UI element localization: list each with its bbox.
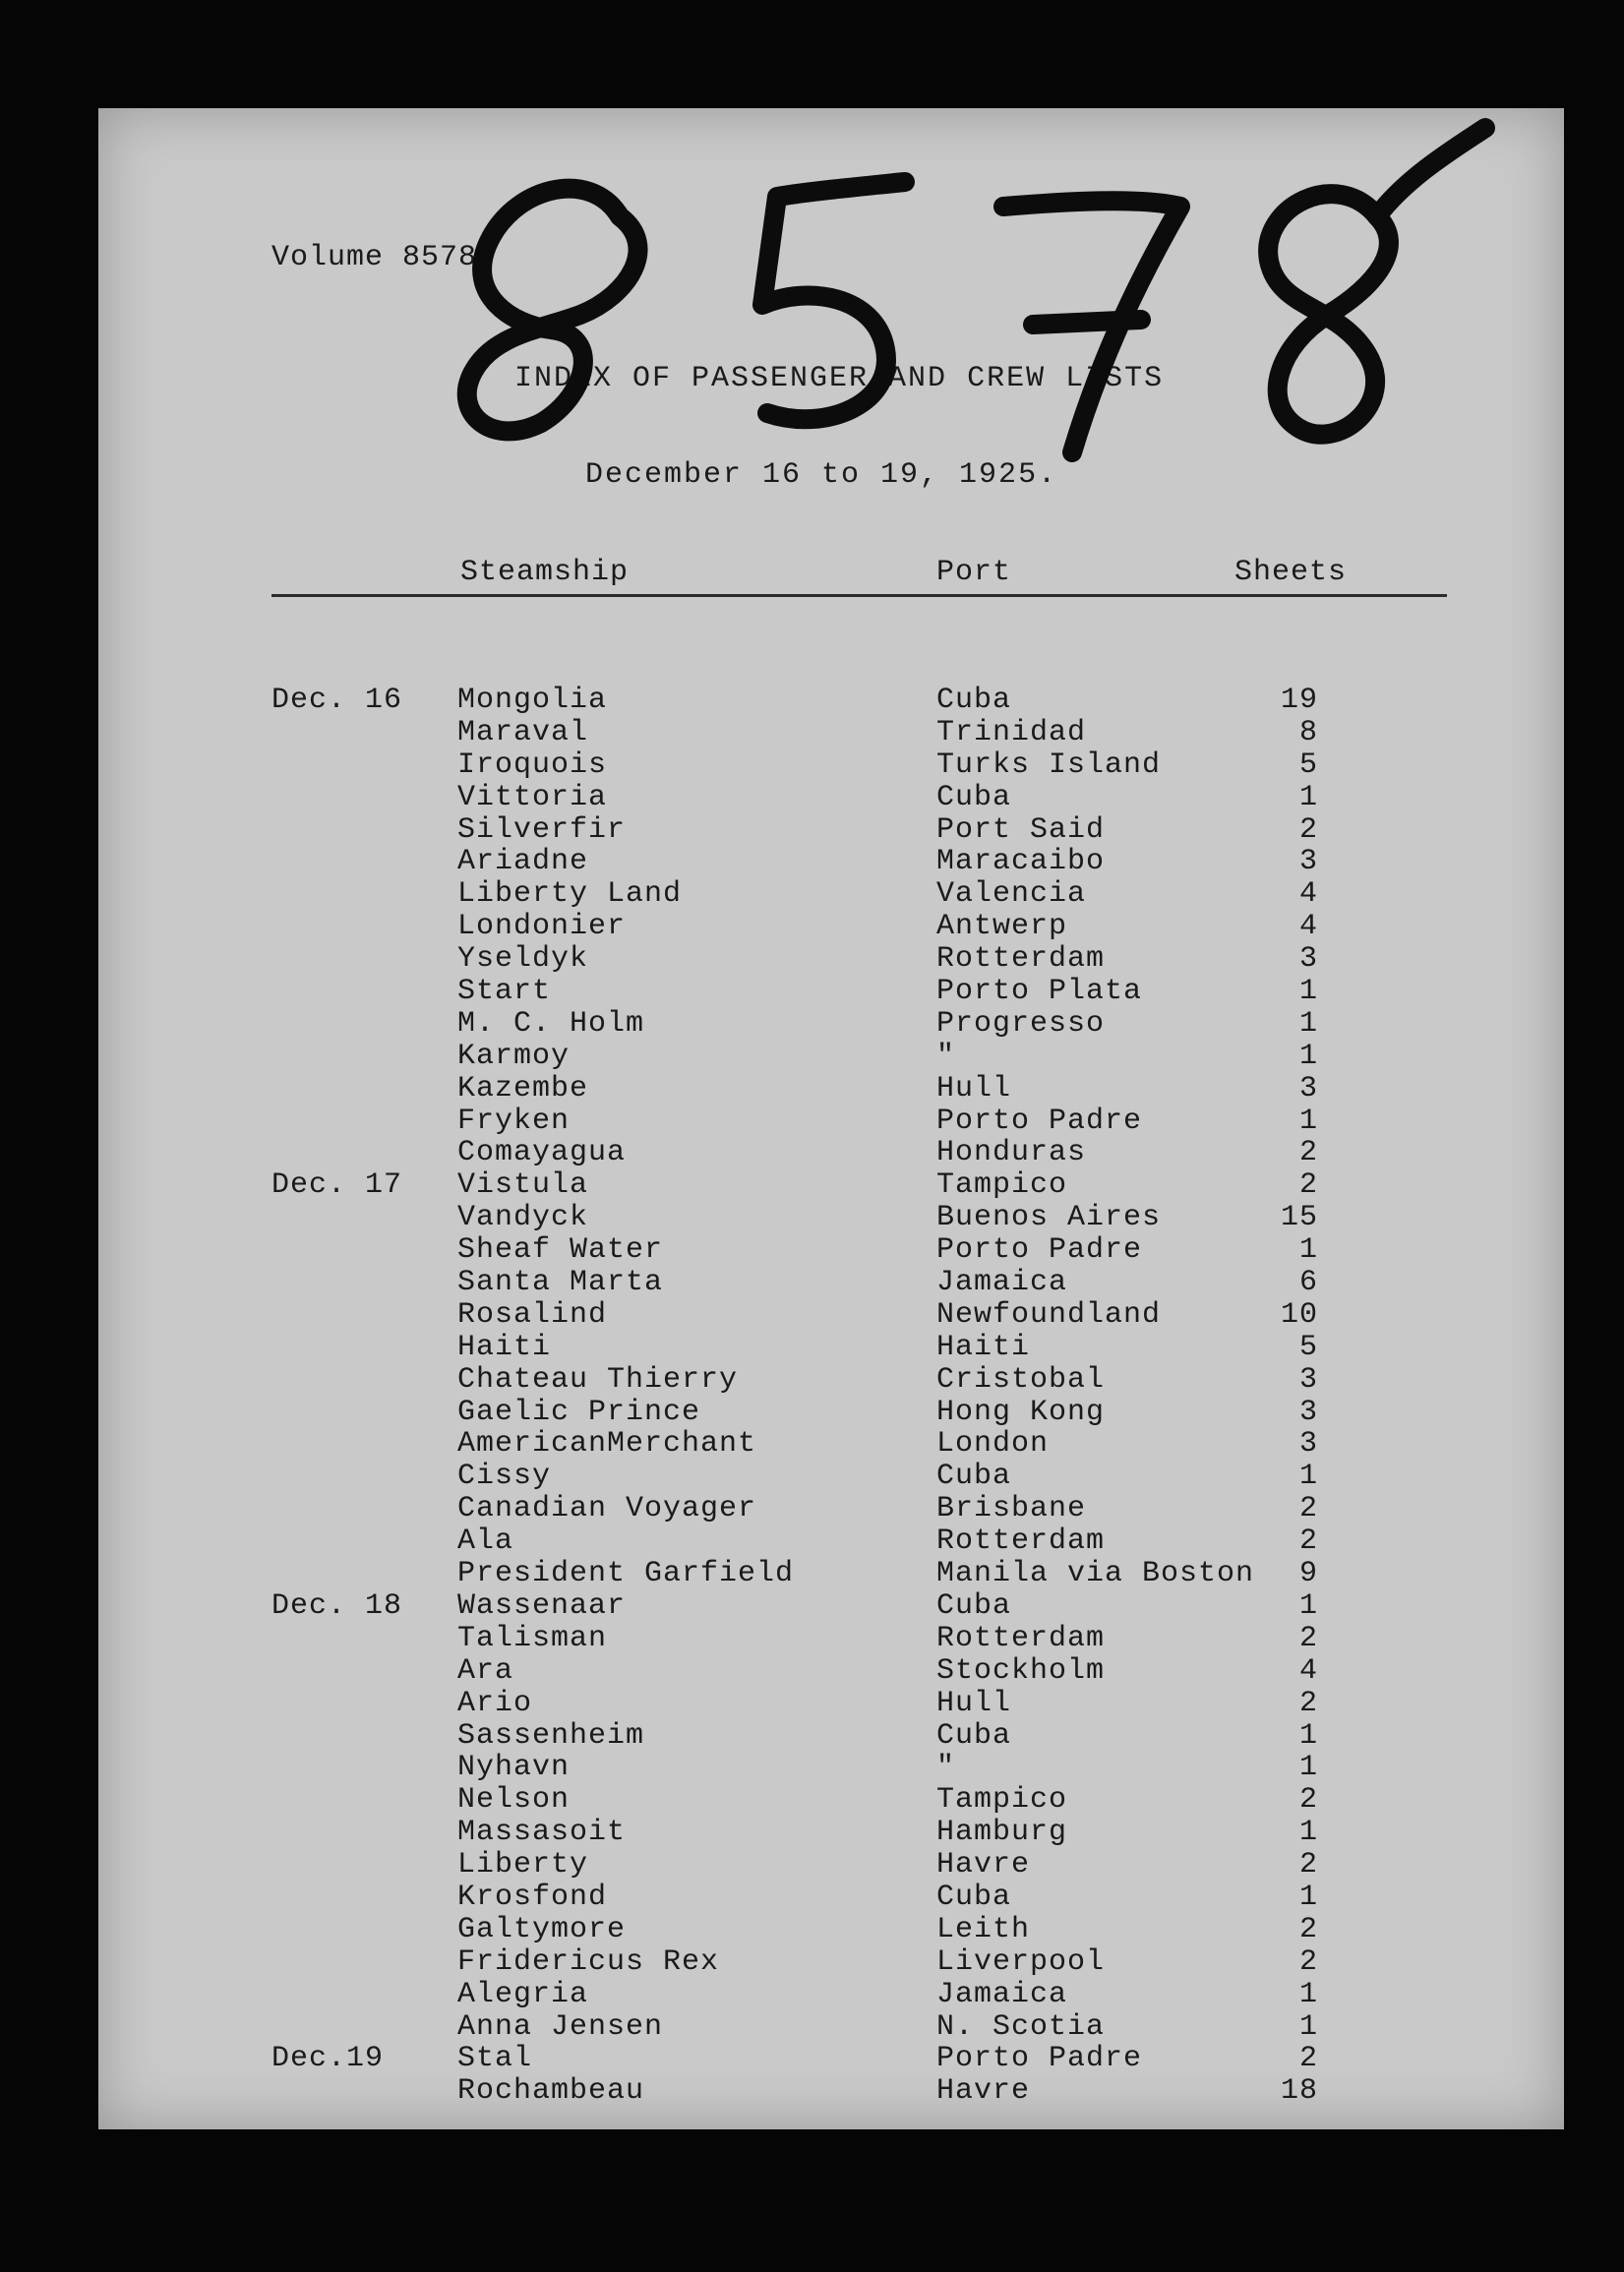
row-port: Hull xyxy=(936,1071,1012,1106)
row-sheets: 3 xyxy=(1298,1427,1318,1462)
row-sheets: 2 xyxy=(1298,1168,1318,1203)
list-item xyxy=(98,1007,1564,1040)
row-steamship: Fridericus Rex xyxy=(457,1944,720,1979)
row-port: Honduras xyxy=(936,1136,1087,1170)
list-item xyxy=(98,1201,1564,1233)
row-sheets: 2 xyxy=(1298,1492,1318,1526)
row-sheets: 1 xyxy=(1298,1460,1318,1494)
row-steamship: Cissy xyxy=(457,1460,552,1494)
list-item xyxy=(98,1363,1564,1396)
page-title: INDEX OF PASSENGER AND CREW LISTS xyxy=(514,362,1165,395)
row-port: Maracaibo xyxy=(936,845,1106,879)
row-sheets: 1 xyxy=(1298,1977,1318,2011)
list-item xyxy=(98,1557,1564,1589)
row-port: " xyxy=(936,1751,956,1785)
row-date: Dec.19 xyxy=(271,2042,385,2076)
row-port: Hull xyxy=(936,1686,1012,1720)
row-sheets: 1 xyxy=(1298,1751,1318,1785)
row-port: Cuba xyxy=(936,1718,1012,1753)
row-port: Tampico xyxy=(936,1168,1068,1203)
row-steamship: Anna Jensen xyxy=(457,2009,664,2044)
list-item xyxy=(98,813,1564,846)
list-item xyxy=(98,2010,1564,2043)
list-item xyxy=(98,1525,1564,1557)
row-sheets: 2 xyxy=(1298,1912,1318,1946)
list-item xyxy=(98,910,1564,942)
list-item xyxy=(98,1136,1564,1168)
row-steamship: Karmoy xyxy=(457,1039,571,1073)
row-port: Rotterdam xyxy=(936,1525,1106,1559)
row-steamship: Vistula xyxy=(457,1168,589,1203)
list-item xyxy=(98,1331,1564,1363)
row-port: Leith xyxy=(936,1912,1031,1946)
row-port: Cuba xyxy=(936,1460,1012,1494)
list-item xyxy=(98,716,1564,748)
row-port: Antwerp xyxy=(936,910,1068,944)
row-sheets: 1 xyxy=(1298,2009,1318,2044)
list-item xyxy=(98,1687,1564,1719)
row-sheets: 1 xyxy=(1298,1006,1318,1041)
row-sheets: 4 xyxy=(1298,910,1318,944)
list-item xyxy=(98,1105,1564,1137)
handwritten-volume-number xyxy=(393,98,1574,511)
ship-list xyxy=(98,684,1564,2107)
row-port: Porto Padre xyxy=(936,1233,1143,1268)
row-sheets: 1 xyxy=(1298,1233,1318,1268)
row-steamship: Liberty Land xyxy=(457,877,683,912)
row-sheets: 3 xyxy=(1298,1071,1318,1106)
row-sheets: 2 xyxy=(1298,1783,1318,1818)
volume-label: Volume 8578 xyxy=(271,241,478,274)
row-steamship: Start xyxy=(457,975,552,1009)
row-port: Cuba xyxy=(936,780,1012,814)
row-port: Newfoundland xyxy=(936,1297,1162,1332)
row-steamship: Nelson xyxy=(457,1783,571,1818)
row-steamship: Ariadne xyxy=(457,845,589,879)
row-sheets: 1 xyxy=(1298,1880,1318,1914)
document-page xyxy=(98,108,1564,2129)
list-item xyxy=(98,942,1564,975)
row-sheets: 2 xyxy=(1298,1848,1318,1883)
row-steamship: Galtymore xyxy=(457,1912,627,1946)
row-port: Manila via Boston xyxy=(936,1557,1255,1591)
row-sheets: 1 xyxy=(1298,975,1318,1009)
list-item xyxy=(98,1622,1564,1654)
row-port: Cuba xyxy=(936,1588,1012,1623)
list-item xyxy=(98,1783,1564,1816)
row-sheets: 6 xyxy=(1298,1266,1318,1300)
list-item xyxy=(98,2074,1564,2107)
row-steamship: Rochambeau xyxy=(457,2074,645,2109)
row-port: Haiti xyxy=(936,1330,1031,1364)
row-steamship: Sassenheim xyxy=(457,1718,645,1753)
row-sheets: 2 xyxy=(1298,1136,1318,1170)
row-port: Tampico xyxy=(936,1783,1068,1818)
row-steamship: Fryken xyxy=(457,1104,571,1138)
row-steamship: Stal xyxy=(457,2042,533,2076)
row-port: Rotterdam xyxy=(936,942,1106,977)
list-item xyxy=(98,845,1564,877)
row-steamship: Haiti xyxy=(457,1330,552,1364)
row-sheets: 2 xyxy=(1298,1686,1318,1720)
row-port: " xyxy=(936,1039,956,1073)
row-port: Hong Kong xyxy=(936,1395,1106,1429)
row-sheets: 1 xyxy=(1298,1718,1318,1753)
row-steamship: Wassenaar xyxy=(457,1588,627,1623)
row-sheets: 2 xyxy=(1298,1944,1318,1979)
row-steamship: Iroquois xyxy=(457,747,608,782)
row-sheets: 3 xyxy=(1298,1395,1318,1429)
row-steamship: Yseldyk xyxy=(457,942,589,977)
row-steamship: Maraval xyxy=(457,715,589,749)
row-port: Rotterdam xyxy=(936,1621,1106,1655)
list-item xyxy=(98,1978,1564,2010)
column-header-port: Port xyxy=(936,556,1012,589)
row-steamship: Kazembe xyxy=(457,1071,589,1106)
row-steamship: Ara xyxy=(457,1653,514,1688)
list-item xyxy=(98,684,1564,716)
row-port: N. Scotia xyxy=(936,2009,1106,2044)
row-steamship: Nyhavn xyxy=(457,1751,571,1785)
row-port: Havre xyxy=(936,2074,1031,2109)
row-port: Stockholm xyxy=(936,1653,1106,1688)
row-sheets: 1 xyxy=(1298,1039,1318,1073)
list-item xyxy=(98,1040,1564,1072)
row-sheets: 3 xyxy=(1298,1362,1318,1397)
row-port: Liverpool xyxy=(936,1944,1106,1979)
row-port: Hamburg xyxy=(936,1816,1068,1850)
list-item xyxy=(98,1266,1564,1298)
row-port: Porto Plata xyxy=(936,975,1143,1009)
row-sheets: 2 xyxy=(1298,1525,1318,1559)
row-port: Havre xyxy=(936,1848,1031,1883)
row-steamship: Krosfond xyxy=(457,1880,608,1914)
list-item xyxy=(98,1492,1564,1525)
row-steamship: Canadian Voyager xyxy=(457,1492,757,1526)
row-steamship: Massasoit xyxy=(457,1816,627,1850)
row-sheets: 19 xyxy=(1280,684,1318,717)
list-item xyxy=(98,1654,1564,1687)
row-sheets: 1 xyxy=(1298,1816,1318,1850)
row-steamship: Rosalind xyxy=(457,1297,608,1332)
row-steamship: Alegria xyxy=(457,1977,589,2011)
row-date: Dec. 18 xyxy=(271,1588,403,1623)
row-sheets: 1 xyxy=(1298,1588,1318,1623)
list-item xyxy=(98,1751,1564,1783)
list-item xyxy=(98,1945,1564,1978)
row-steamship: Talisman xyxy=(457,1621,608,1655)
row-sheets: 4 xyxy=(1298,877,1318,912)
row-port: Cuba xyxy=(936,1880,1012,1914)
list-item xyxy=(98,1816,1564,1848)
column-header-sheets: Sheets xyxy=(1234,556,1348,589)
row-port: London xyxy=(936,1427,1050,1462)
row-steamship: AmericanMerchant xyxy=(457,1427,757,1462)
row-steamship: Ala xyxy=(457,1525,514,1559)
row-date: Dec. 17 xyxy=(271,1168,403,1203)
header-rule xyxy=(271,594,1447,597)
row-sheets: 1 xyxy=(1298,780,1318,814)
list-item xyxy=(98,781,1564,813)
list-item xyxy=(98,975,1564,1007)
row-steamship: Vandyck xyxy=(457,1201,589,1235)
row-sheets: 4 xyxy=(1298,1653,1318,1688)
list-item xyxy=(98,1168,1564,1201)
list-item xyxy=(98,877,1564,910)
list-item xyxy=(98,1913,1564,1945)
row-steamship: Londonier xyxy=(457,910,627,944)
row-steamship: M. C. Holm xyxy=(457,1006,645,1041)
row-steamship: Gaelic Prince xyxy=(457,1395,701,1429)
row-port: Trinidad xyxy=(936,715,1087,749)
row-port: Valencia xyxy=(936,877,1087,912)
row-steamship: Comayagua xyxy=(457,1136,627,1170)
row-port: Brisbane xyxy=(936,1492,1087,1526)
column-header-steamship: Steamship xyxy=(460,556,630,589)
row-sheets: 18 xyxy=(1280,2074,1318,2109)
row-sheets: 1 xyxy=(1298,1104,1318,1138)
date-range: December 16 to 19, 1925. xyxy=(585,458,1058,492)
row-sheets: 5 xyxy=(1298,747,1318,782)
row-steamship: Ario xyxy=(457,1686,533,1720)
row-steamship: Mongolia xyxy=(457,684,608,717)
list-item xyxy=(98,1719,1564,1752)
row-port: Turks Island xyxy=(936,747,1162,782)
list-item xyxy=(98,2042,1564,2074)
row-sheets: 3 xyxy=(1298,845,1318,879)
list-item xyxy=(98,1848,1564,1881)
row-port: Progresso xyxy=(936,1006,1106,1041)
list-item xyxy=(98,1072,1564,1105)
list-item xyxy=(98,1427,1564,1460)
row-sheets: 3 xyxy=(1298,942,1318,977)
row-sheets: 10 xyxy=(1280,1297,1318,1332)
row-steamship: Santa Marta xyxy=(457,1266,664,1300)
row-port: Jamaica xyxy=(936,1977,1068,2011)
row-port: Porto Padre xyxy=(936,1104,1143,1138)
list-item xyxy=(98,748,1564,781)
row-steamship: Vittoria xyxy=(457,780,608,814)
list-item xyxy=(98,1460,1564,1492)
list-item xyxy=(98,1589,1564,1622)
row-port: Cuba xyxy=(936,684,1012,717)
row-date: Dec. 16 xyxy=(271,684,403,717)
list-item xyxy=(98,1396,1564,1428)
row-sheets: 15 xyxy=(1280,1201,1318,1235)
list-item xyxy=(98,1881,1564,1913)
row-sheets: 8 xyxy=(1298,715,1318,749)
row-sheets: 2 xyxy=(1298,1621,1318,1655)
row-port: Port Said xyxy=(936,812,1106,847)
row-sheets: 2 xyxy=(1298,2042,1318,2076)
row-steamship: President Garfield xyxy=(457,1557,795,1591)
row-port: Porto Padre xyxy=(936,2042,1143,2076)
row-steamship: Sheaf Water xyxy=(457,1233,664,1268)
row-sheets: 9 xyxy=(1298,1557,1318,1591)
row-port: Cristobal xyxy=(936,1362,1106,1397)
row-steamship: Chateau Thierry xyxy=(457,1362,739,1397)
row-port: Buenos Aires xyxy=(936,1201,1162,1235)
list-item xyxy=(98,1233,1564,1266)
row-steamship: Silverfir xyxy=(457,812,627,847)
row-sheets: 2 xyxy=(1298,812,1318,847)
row-sheets: 5 xyxy=(1298,1330,1318,1364)
row-steamship: Liberty xyxy=(457,1848,589,1883)
row-port: Jamaica xyxy=(936,1266,1068,1300)
list-item xyxy=(98,1298,1564,1331)
